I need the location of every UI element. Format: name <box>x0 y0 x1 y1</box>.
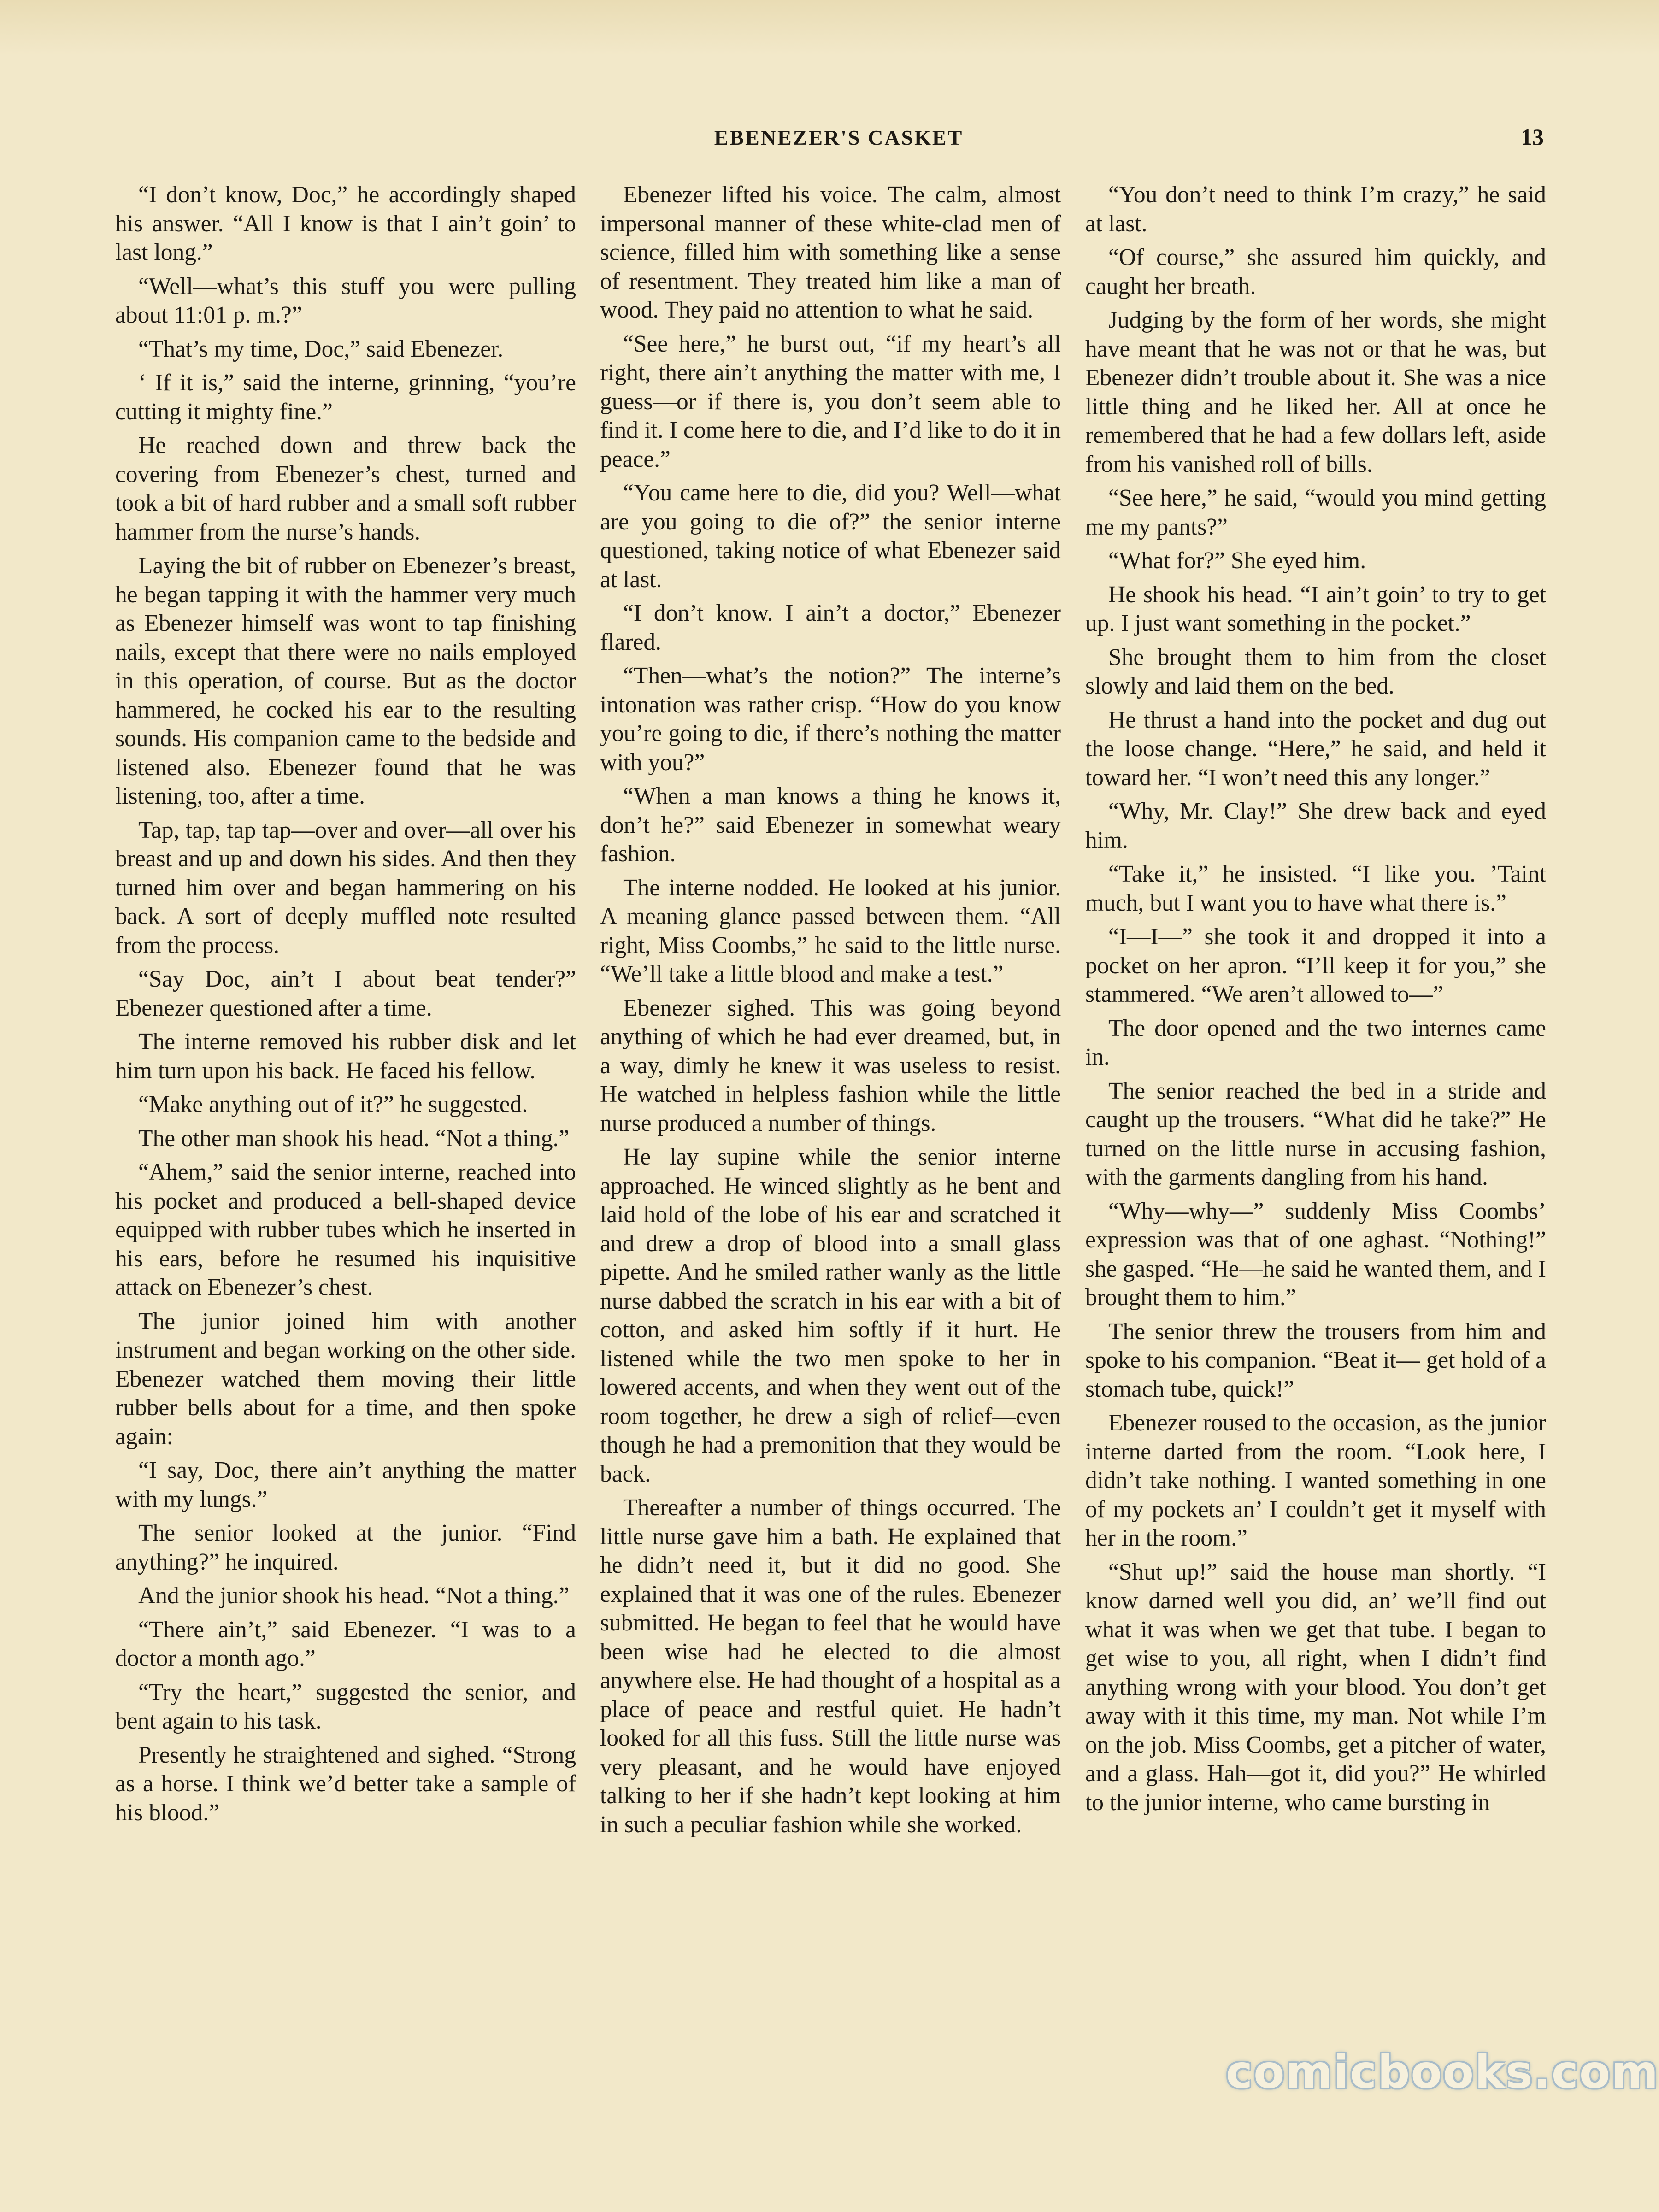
page-number: 13 <box>1521 124 1544 150</box>
paragraph: Thereafter a number of things occurred. The little nurse gave him a bath. He explained that he didn’t need it, but it did no good. She explained that it was one of the rules. Ebenezer submitted. He began to feel that he would have been wise had he elected to die almost anywhere else. He had thought of a hospital as a place of peace and restful quiet. He hadn’t looked for all this fuss. Still the little nurse was very pleasant, and he would have enjoyed talking to her if she hadn’t kept looking at him in such a peculiar fashion while she worked. <box>600 1494 1061 1838</box>
paragraph: The interne nodded. He looked at his junior. A meaning glance passed between them. “All right, Miss Coombs,” he said to the little nurse. “We’ll take a little blood and make a test.” <box>600 874 1061 987</box>
paragraph: “You came here to die, did you? Well—what are you going to die of?” the senior interne questioned, taking notice of what Ebenezer said at last. <box>600 480 1061 593</box>
paragraph: “Why—why—” suddenly Miss Coombs’ expression was that of one aghast. “Nothing!” she gasped. “He—he said he wanted them, and I brought them to him.” <box>1085 1198 1546 1311</box>
paragraph: “Shut up!” said the house man shortly. “I know darned well you did, an’ we’ll find out what it was when we get that tube. I began to get wise to you, all right, when I didn’t find anything wrong with your blood. You don’t get away with it this time, my man. Not while I’m on the job. Miss Coombs, get a pitcher of water, and a glass. Hah—got it, did you?” He whirled to the junior interne, who came bursting in <box>1085 1559 1546 1816</box>
paragraph: “I don’t know. I ain’t a doctor,” Ebenezer flared. <box>600 600 1061 655</box>
paragraph: The senior threw the trousers from him and spoke to his companion. “Beat it— get hold of a stomach tube, quick!” <box>1085 1318 1546 1402</box>
paragraph: “You don’t need to think I’m crazy,” he said at last. <box>1085 182 1546 237</box>
paragraph: “I don’t know, Doc,” he accordingly shaped his answer. “All I know is that I ain’t goin’ to last long.” <box>115 182 576 265</box>
paragraph: The junior joined him with another instrument and began working on the other side. Ebenezer watched them moving their little rubber bells about for a time, and then spoke again: <box>115 1308 576 1450</box>
paragraph: “See here,” he burst out, “if my heart’s all right, there ain’t anything the matter with me, I guess—or if there is, you don’t seem able to find it. I come here to die, and I’d like to do it in peace.” <box>600 330 1061 472</box>
paragraph: The senior reached the bed in a stride and caught up the trousers. “What did he take?” He turned on the little nurse in accusing fashion, with the garments dangling from his hand. <box>1085 1077 1546 1190</box>
text-column-3 <box>1085 181 1546 2102</box>
text-column-2 <box>600 181 1061 2102</box>
paragraph: “That’s my time, Doc,” said Ebenezer. <box>138 335 504 362</box>
paragraph: “Then—what’s the notion?” The interne’s intonation was rather crisp. “How do you know you’re going to die, if there’s nothing the matter with you?” <box>600 663 1061 776</box>
paragraph: The other man shook his head. “Not a thing.” <box>138 1125 570 1152</box>
paragraph: The senior looked at the junior. “Find anything?” he inquired. <box>115 1520 576 1575</box>
paragraph: “Make anything out of it?” he suggested. <box>138 1091 528 1118</box>
paragraph: “Say Doc, ain’t I about beat tender?” Ebenezer questioned after a time. <box>115 966 576 1021</box>
paragraph: Laying the bit of rubber on Ebenezer’s breast, he began tapping it with the hammer very much as Ebenezer himself was wont to tap finishing nails, except that there were no nails employed in this operation, of course. But as the doctor hammered, he cocked his ear to the resulting sounds. His companion came to the bedside and listened also. Ebenezer found that he was listening, too, after a time. <box>115 553 576 809</box>
paragraph: He shook his head. “I ain’t goin’ to try to get up. I just want something in the pocket.” <box>1085 581 1546 636</box>
paragraph: “Why, Mr. Clay!” She drew back and eyed him. <box>1085 798 1546 853</box>
paragraph: “Ahem,” said the senior interne, reached into his pocket and produced a bell-shaped device equipped with rubber tubes which he inserted in his ears, before he resumed his inquisitive attack on Ebenezer’s chest. <box>115 1159 576 1300</box>
paragraph: “Of course,” she assured him quickly, and caught her breath. <box>1085 244 1546 300</box>
paragraph: “What for?” She eyed him. <box>1108 547 1366 574</box>
paragraph: He thrust a hand into the pocket and dug out the loose change. “Here,” he said, and held it toward her. “I won’t need this any longer.” <box>1085 706 1546 791</box>
text-column-1 <box>115 181 576 2102</box>
paragraph: “I say, Doc, there ain’t anything the matter with my lungs.” <box>115 1457 576 1512</box>
paragraph: “Try the heart,” suggested the senior, and bent again to his task. <box>115 1679 576 1734</box>
paragraph: And the junior shook his head. “Not a thing.” <box>138 1583 570 1609</box>
paragraph: “Take it,” he insisted. “I like you. ’Taint much, but I want you to have what there is.” <box>1085 861 1546 916</box>
paragraph: He reached down and threw back the covering from Ebenezer’s chest, turned and took a bit of hard rubber and a small soft rubber hammer from the nurse’s hands. <box>115 432 576 545</box>
paragraph: Ebenezer roused to the occasion, as the junior interne darted from the room. “Look here, I didn’t take nothing. I wanted something in one of my pockets an’ I couldn’t get it myself with her in the room.” <box>1085 1410 1546 1551</box>
watermark-logo: comicbooks.com <box>1226 2046 1659 2099</box>
paragraph: “There ain’t,” said Ebenezer. “I was to a doctor a month ago.” <box>115 1616 576 1671</box>
paragraph: Judging by the form of her words, she might have meant that he was not or that he was, but Ebenezer didn’t trouble about it. She was a nice little thing and he liked her. All at once he remembered that he had a few dollars left, aside from his vanished roll of bills. <box>1085 307 1546 477</box>
paragraph: The interne removed his rubber disk and let him turn upon his back. He faced his fellow. <box>115 1029 576 1084</box>
paragraph: “I—I—” she took it and dropped it into a pocket on her apron. “I’ll keep it for you,” she stammered. “We aren’t allowed to—” <box>1085 924 1546 1007</box>
paragraph: Ebenezer sighed. This was going beyond anything of which he had ever dreamed, but, in a way, dimly he knew it was useless to resist. He watched in helpless fashion while the little nurse produced a number of things. <box>600 994 1061 1136</box>
page-edge-shading <box>0 0 1659 55</box>
paragraph: He lay supine while the senior interne approached. He winced slightly as he bent and laid hold of the lobe of his ear and scratched it and drew a drop of blood into a small glass pipette. And he smiled rather wanly as the little nurse dabbed the scratch in his ear with a bit of cotton, and asked him softly if it hurt. He listened while the two men spoke to her in lowered accents, and when they went out of the room together, he drew a sigh of relief—even though he had a premonition that they would be back. <box>600 1144 1061 1487</box>
paragraph: She brought them to him from the closet slowly and laid them on the bed. <box>1085 644 1546 699</box>
paragraph: “When a man knows a thing he knows it, don’t he?” said Ebenezer in somewhat weary fashion. <box>600 783 1061 867</box>
running-title: EBENEZER'S CASKET <box>714 126 964 149</box>
paragraph: Tap, tap, tap tap—over and over—all over his breast and up and down his sides. And then they turned him over and began hammering on his back. A sort of deeply muffled note resulted from the process. <box>115 817 576 959</box>
paragraph: “See here,” he said, “would you mind getting me my pants?” <box>1085 485 1546 540</box>
paragraph: ‘ If it is,” said the interne, grinning, “you’re cutting it mighty fine.” <box>115 370 576 425</box>
paragraph: “Well—what’s this stuff you were pulling about 11:01 p. m.?” <box>115 273 576 328</box>
paragraph: The door opened and the two internes came in. <box>1085 1015 1546 1070</box>
paragraph: Ebenezer lifted his voice. The calm, almost impersonal manner of these white-clad men of science, filled him with something like a sense of resentment. They treated him like a man of wood. They paid no attention to what he said. <box>600 182 1061 323</box>
paragraph: Presently he straightened and sighed. “Strong as a horse. I think we’d better take a sample of his blood.” <box>115 1741 576 1826</box>
